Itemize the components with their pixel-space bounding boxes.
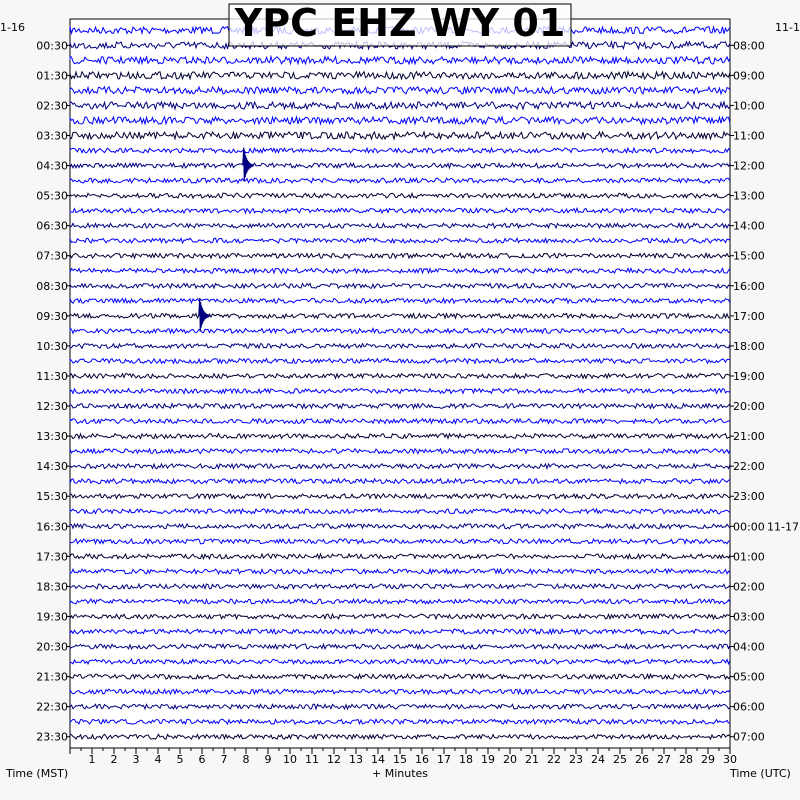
- left-time-label: 11:30: [36, 369, 68, 383]
- right-time-label: 11:00: [733, 129, 765, 143]
- x-tick-label: 9: [264, 753, 272, 766]
- x-tick-label: 29: [701, 753, 715, 766]
- x-tick-label: 20: [503, 753, 517, 766]
- x-tick-label: 13: [349, 753, 363, 766]
- right-time-label: 09:00: [733, 69, 765, 83]
- right-time-label: 22:00: [733, 460, 765, 474]
- x-tick-label: 19: [481, 753, 495, 766]
- x-tick-label: 27: [657, 753, 671, 766]
- x-tick-label: 6: [198, 753, 206, 766]
- x-tick-label: 18: [459, 753, 473, 766]
- right-time-label: 04:00: [733, 640, 765, 654]
- x-tick-label: 22: [547, 753, 561, 766]
- left-time-label: 21:30: [36, 670, 68, 684]
- plot-area: [70, 19, 730, 748]
- right-time-label: 02:00: [733, 580, 765, 594]
- left-time-label: 09:30: [36, 309, 68, 323]
- left-time-label: 16:30: [36, 520, 68, 534]
- left-date-label: 1-16: [0, 21, 25, 34]
- chart-title: YPC EHZ WY 01: [234, 1, 566, 45]
- left-time-label: 04:30: [36, 159, 68, 173]
- left-time-label: 06:30: [36, 219, 68, 233]
- right-time-label: 17:00: [733, 309, 765, 323]
- left-time-label: 03:30: [36, 129, 68, 143]
- x-tick-label: 15: [393, 753, 407, 766]
- left-time-label: 18:30: [36, 580, 68, 594]
- x-tick-label: 23: [569, 753, 583, 766]
- x-tick-label: 2: [110, 753, 118, 766]
- left-time-label: 13:30: [36, 430, 68, 444]
- left-time-label: 22:30: [36, 700, 68, 714]
- right-time-label: 18:00: [733, 339, 765, 353]
- left-time-label: 15:30: [36, 490, 68, 504]
- left-time-label: 12:30: [36, 400, 68, 414]
- left-time-label: 02:30: [36, 99, 68, 113]
- left-axis-label: Time (MST): [6, 767, 69, 780]
- left-time-label: 23:30: [36, 730, 68, 744]
- x-tick-label: 12: [327, 753, 341, 766]
- right-time-label: 16:00: [733, 279, 765, 293]
- left-time-label: 08:30: [36, 279, 68, 293]
- right-time-label: 07:00: [733, 730, 765, 744]
- right-time-label: 06:00: [733, 700, 765, 714]
- left-time-label: 00:30: [36, 39, 68, 53]
- right-time-label: 14:00: [733, 219, 765, 233]
- x-tick-label: 21: [525, 753, 539, 766]
- x-tick-label: 28: [679, 753, 693, 766]
- x-tick-label: 3: [132, 753, 140, 766]
- left-time-label: 05:30: [36, 189, 68, 203]
- right-time-label: 03:00: [733, 610, 765, 624]
- right-date-change-label: 11-17: [767, 520, 799, 534]
- left-time-label: 07:30: [36, 249, 68, 263]
- right-time-label: 08:00: [733, 39, 765, 53]
- right-time-label: 19:00: [733, 369, 765, 383]
- right-time-label: 00:00: [733, 520, 765, 534]
- x-tick-label: 1: [88, 753, 96, 766]
- x-tick-label: 7: [220, 753, 228, 766]
- right-time-label: 23:00: [733, 490, 765, 504]
- right-time-label: 01:00: [733, 550, 765, 564]
- left-time-label: 19:30: [36, 610, 68, 624]
- right-date-label: 11-1: [775, 21, 800, 34]
- left-time-label: 14:30: [36, 460, 68, 474]
- x-tick-label: 16: [415, 753, 429, 766]
- x-tick-label: 10: [283, 753, 297, 766]
- right-time-label: 15:00: [733, 249, 765, 263]
- x-axis-label: + Minutes: [371, 767, 429, 780]
- x-tick-label: 4: [154, 753, 162, 766]
- x-tick-label: 5: [176, 753, 184, 766]
- right-time-label: 13:00: [733, 189, 765, 203]
- x-tick-label: 8: [242, 753, 250, 766]
- left-time-label: 20:30: [36, 640, 68, 654]
- right-time-label: 20:00: [733, 400, 765, 414]
- x-tick-label: 11: [305, 753, 319, 766]
- left-time-label: 17:30: [36, 550, 68, 564]
- x-tick-label: 24: [591, 753, 605, 766]
- x-tick-label: 30: [723, 753, 737, 766]
- right-time-label: 05:00: [733, 670, 765, 684]
- x-tick-label: 26: [635, 753, 649, 766]
- right-time-label: 10:00: [733, 99, 765, 113]
- right-time-label: 12:00: [733, 159, 765, 173]
- x-tick-label: 25: [613, 753, 627, 766]
- right-axis-label: Time (UTC): [730, 767, 791, 780]
- x-tick-label: 14: [371, 753, 385, 766]
- right-time-label: 21:00: [733, 430, 765, 444]
- x-tick-label: 17: [437, 753, 451, 766]
- left-time-label: 01:30: [36, 69, 68, 83]
- left-time-label: 10:30: [36, 339, 68, 353]
